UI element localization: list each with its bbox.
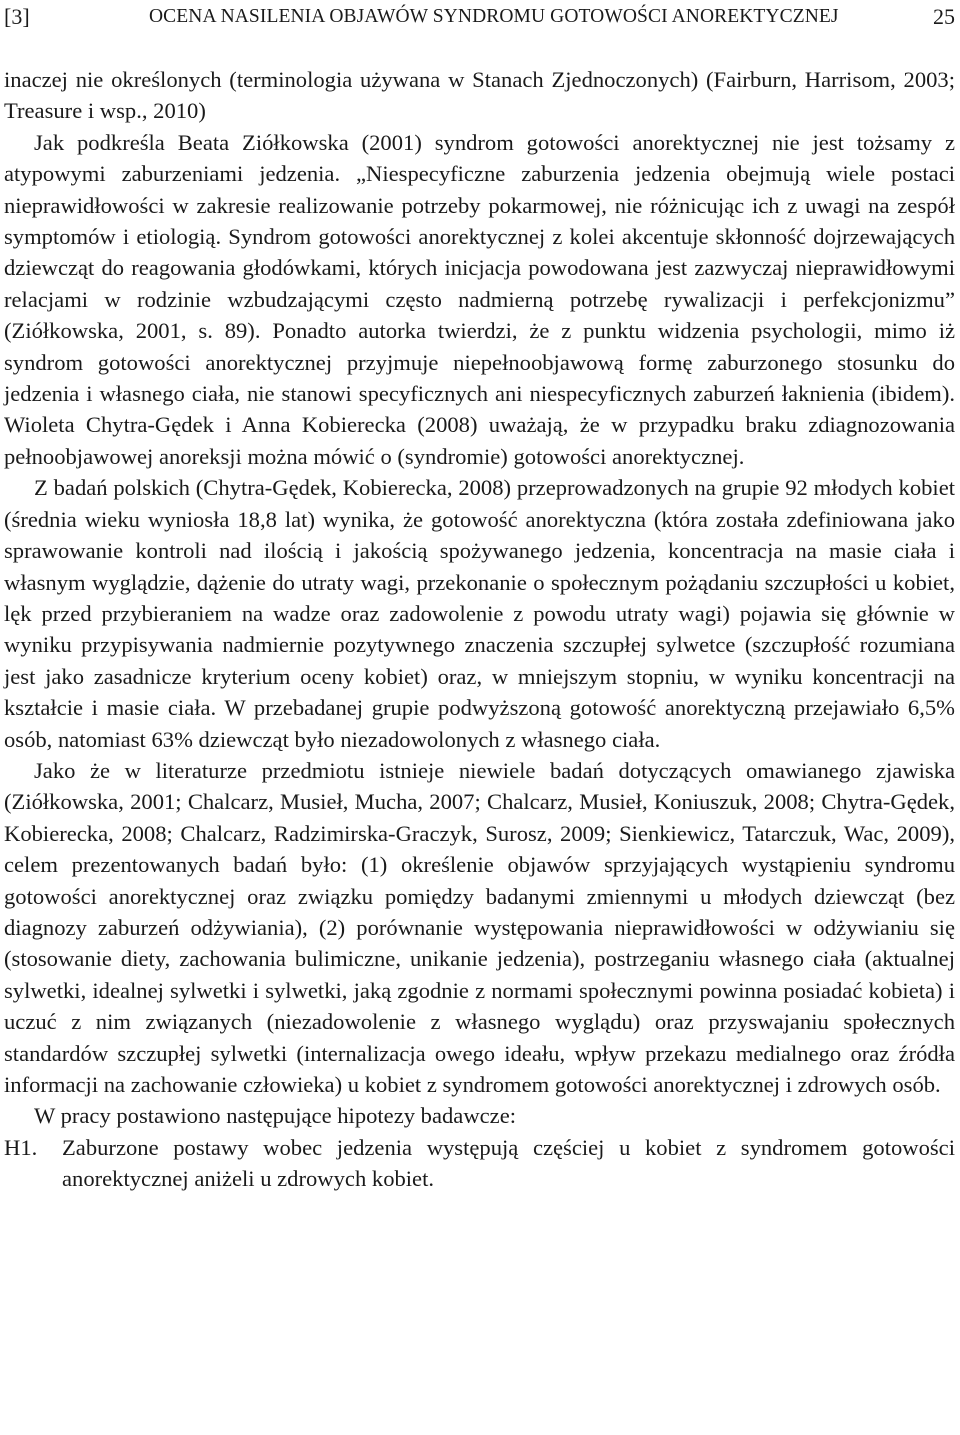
page [4,0,955,1435]
paragraph: Jako że w literaturze przedmiotu istnieje niewiele badań dotyczących omawianego zjawiska (Ziółkowska, 2001; Chalcarz, Musieł, Mucha, 2007; Chalcarz, Musieł, Koniuszuk, 2008; Chytra-Gędek, Kobierecka, 2008; Chalcarz, Radzimirska-Graczyk, Surosz, 2009; Sienkiewicz, Tatarczuk, Wac, 2009), celem prezentowanych badań było: (1) określenie objawów sprzyjających wystąpieniu syndromu gotowości anorektycznej oraz związku pomiędzy badanymi zmiennymi u młodych dziewcząt (bez diagnozy zaburzeń odżywiania), (2) porównanie występowania nieprawidłowości w odżywianiu się (stosowanie diety, zachowania bulimiczne, unikanie jedzenia), postrzeganiu własnego ciała (aktualnej sylwetki, idealnej sylwetki i sylwetki, jaką zgodnie z normami społecznymi powinna posiadać kobieta) i uczuć z nim związanych (niezadowolenie z własnego wyglądu) oraz przyswajaniu społecznych standardów szczupłej sylwetki (internalizacja owego ideału, wpływ przekazu medialnego oraz źródła informacji na zachowanie człowieka) u kobiet z syndromem gotowości anorektycznej i zdrowych osób. [4,757,955,1097]
hypothesis-label: H1. [4,1134,38,1160]
running-header [4,0,955,34]
section-number: [3] [4,4,30,29]
paragraph: W pracy postawiono następujące hipotezy badawcze: [34,1103,517,1129]
paragraph: Jak podkreśla Beata Ziółkowska (2001) syndrom gotowości anorektycznej nie jest tożsamy z atypowymi zaburzeniami jedzenia. „Niespecyficzne zaburzenia jedzenia obejmują wiele postaci nieprawidłowości w zakresie realizowanie potrzeby pokarmowej, nie różnicując ich z uwagi na zespół symptomów i etiologią. Syndrom gotowości anorektycznej z kolei akcentuje skłonność dojrzewających dziewcząt do reagowania głodówkami, których inicjacja powodowana jest zazwyczaj nieprawidłowymi relacjami w rodzinie wzbudzającymi często nadmierną potrzebę rywalizacji i perfekcjonizmu” (Ziółkowska, 2001, s. 89). Ponadto autorka twierdzi, że z punktu widzenia psychologii, mimo iż syndrom gotowości anorektycznej przyjmuje niepełnoobjawową formę zaburzonego stosunku do jedzenia i własnego ciała, nie stanowi specyficznych ani niespecyficznych zaburzeń łaknienia (ibidem). Wioleta Chytra-Gędek i Anna Kobierecka (2008) uważają, że w przypadku braku zdiagnozowania pełnoobjawowej anoreksji można mówić o (syndromie) gotowości anorektycznej. [4,129,955,469]
paragraph: Z badań polskich (Chytra-Gędek, Kobierecka, 2008) przeprowadzonych na grupie 92 młodych kobiet (średnia wieku wyniosła 18,8 lat) wynika, że gotowość anorektyczna (która została zdefiniowana jako sprawowanie kontroli nad ilością i jakością spożywanego jedzenia, koncentracja na masie ciała i własnym wyglądzie, dążenie do utraty wagi, przekonanie o społecznym pożądaniu szczupłości u kobiet, lęk przed przybieraniem na wadze oraz zadowolenie z powodu utraty wagi) pojawia się głównie w wyniku przypisywania nadmiernie pozytywnego znaczenia szczupłej sylwetce (szczupłość rozumiana jest jako zasadnicze kryterium oceny kobiet) oraz, w mniejszym stopniu, w wyniku koncentracji na kształcie i masie ciała. W przebadanej grupie podwyższoną gotowość anorektyczną przejawiało 6,5% osób, natomiast 63% dziewcząt było niezadowolonych z własnego ciała. [4,475,955,752]
body-text [4,64,955,1195]
running-title: OCENA NASILENIA OBJAWÓW SYNDROMU GOTOWOŚCI ANOREKTYCZNEJ [149,6,839,27]
paragraph-continuation: inaczej nie określonych (terminologia używana w Stanach Zjednoczonych) (Fairburn, Harrisom, 2003; Treasure i wsp., 2010) [4,67,955,124]
hypothesis-item [4,1132,955,1195]
hypothesis-text: Zaburzone postawy wobec jedzenia występują częściej u kobiet z syndromem gotowości anorektycznej aniżeli u zdrowych kobiet. [62,1134,955,1192]
page-number: 25 [933,4,955,29]
